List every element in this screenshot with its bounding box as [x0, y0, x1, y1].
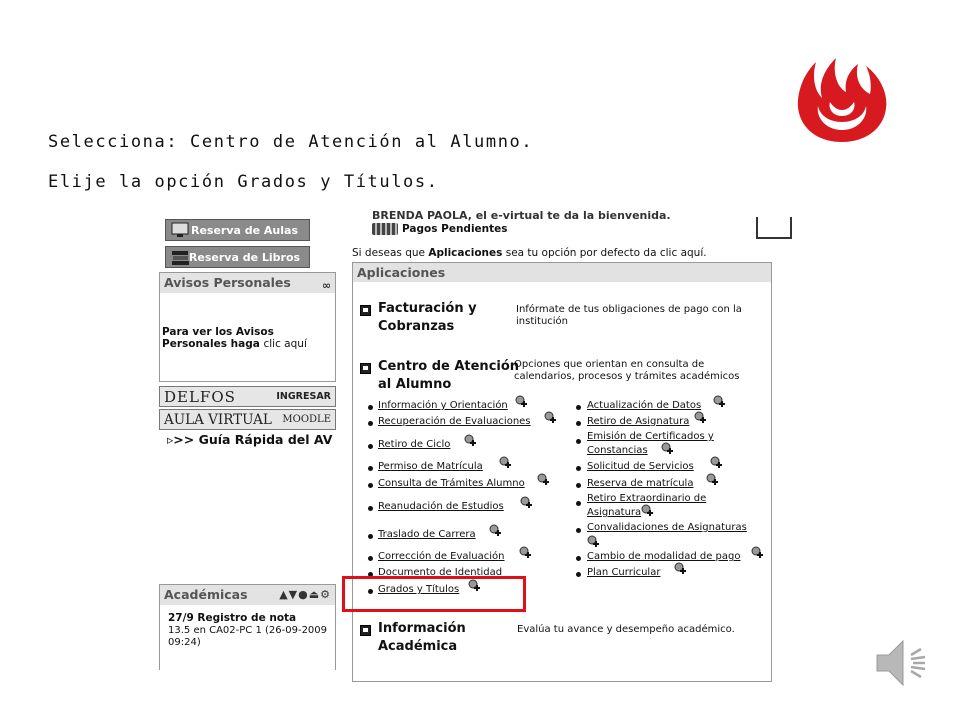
centro-icon — [360, 363, 371, 374]
bullet-icon — [576, 439, 581, 444]
item-correccion-evaluacion[interactable]: Corrección de Evaluación — [378, 551, 505, 562]
note-body: 13.5 en CA02-PC 1 (26-09-2009 09:24) — [168, 625, 328, 648]
item-documento-identidad[interactable]: Documento de Identidad — [378, 567, 503, 578]
bullet-icon — [368, 421, 373, 426]
bullet-icon — [368, 556, 373, 561]
bullet-icon — [368, 444, 373, 449]
item-retiro-ciclo[interactable]: Retiro de Ciclo — [378, 439, 451, 450]
add-plus-icon[interactable] — [544, 411, 557, 424]
add-plus-icon[interactable] — [713, 395, 726, 408]
panel-controls-icon[interactable]: ▲▼●⏏⚙ — [279, 588, 331, 601]
informacion-desc: Evalúa tu avance y desempeño académico. — [517, 624, 735, 635]
reserva-aulas-button[interactable]: Reserva de Aulas — [165, 219, 310, 241]
aula-virtual-banner[interactable]: AULA VIRTUAL MOODLE — [159, 409, 336, 430]
avisos-header: Avisos Personales ∞ — [160, 273, 335, 293]
bullet-icon — [368, 506, 373, 511]
facturacion-title[interactable]: Facturación y Cobranzas — [378, 301, 477, 334]
item-retiro-extraordinario[interactable]: Retiro Extraordinario de Asignatura — [587, 493, 707, 518]
aplicaciones-header: Aplicaciones — [353, 263, 771, 282]
bullet-icon — [576, 501, 581, 506]
add-plus-icon[interactable] — [499, 456, 512, 469]
item-reanudacion-estudios[interactable]: Reanudación de Estudios — [378, 501, 504, 512]
glasses-icon: ∞ — [321, 279, 331, 292]
item-traslado-carrera[interactable]: Traslado de Carrera — [378, 529, 476, 540]
add-plus-icon[interactable] — [710, 456, 723, 469]
add-plus-icon[interactable] — [706, 473, 719, 486]
aplicaciones-panel — [352, 262, 772, 682]
highlight-grados-titulos — [342, 576, 526, 612]
bullet-icon — [576, 556, 581, 561]
speaker-icon[interactable] — [873, 633, 937, 693]
informacion-icon — [360, 625, 371, 636]
bullet-icon — [368, 466, 373, 471]
centro-title[interactable]: Centro de Atención al Alumno — [378, 359, 520, 392]
item-plan-curricular[interactable]: Plan Curricular — [587, 567, 661, 578]
item-permiso-matricula[interactable]: Permiso de Matrícula — [378, 461, 483, 472]
avisos-message: Para ver los Avisos Personales haga clic aquí — [162, 326, 307, 350]
bullet-icon — [576, 405, 581, 410]
default-hint[interactable]: Si deseas que Aplicaciones sea tu opción por defecto da clic aquí. — [352, 247, 707, 259]
bullet-icon — [576, 528, 581, 533]
add-plus-icon[interactable] — [751, 546, 764, 559]
bullet-icon — [368, 534, 373, 539]
add-plus-icon[interactable] — [674, 562, 687, 575]
add-plus-icon[interactable] — [661, 442, 674, 455]
bullet-icon — [576, 483, 581, 488]
coins-icon — [372, 223, 398, 235]
add-plus-icon[interactable] — [537, 473, 550, 486]
item-reserva-matricula[interactable]: Reserva de matrícula — [587, 478, 694, 489]
add-plus-icon[interactable] — [489, 524, 502, 537]
facturacion-icon — [360, 305, 371, 316]
double-arrow-icon: ▹>> — [167, 432, 199, 447]
welcome-partial: BRENDA PAOLA, el e-virtual te da la bienvenida. — [372, 209, 671, 222]
centro-desc: Opciones que orientan en consulta de calendarios, procesos y trámites académicos — [514, 359, 740, 382]
delfos-banner[interactable]: DELFOS INGRESAR — [159, 386, 336, 407]
item-consulta-tramites[interactable]: Consulta de Trámites Alumno — [378, 478, 525, 489]
add-plus-icon[interactable] — [520, 496, 533, 509]
bullet-icon — [576, 466, 581, 471]
top-right-widget — [756, 217, 792, 239]
item-cambio-modalidad-pago[interactable]: Cambio de modalidad de pago — [587, 551, 741, 562]
avisos-personales-panel — [159, 272, 336, 382]
item-recuperacion-evaluaciones[interactable]: Recuperación de Evaluaciones — [378, 416, 531, 427]
informacion-title[interactable]: Información Académica — [378, 621, 466, 654]
books-icon — [170, 249, 192, 266]
university-logo — [792, 50, 892, 150]
item-convalidaciones[interactable]: Convalidaciones de Asignaturas — [587, 522, 747, 533]
bullet-icon — [368, 483, 373, 488]
add-plus-icon[interactable] — [694, 411, 707, 424]
instruction-choose-grados: Elije la opción Grados y Títulos. — [48, 172, 439, 192]
avisos-click-link[interactable]: clic aquí — [263, 338, 307, 350]
pending-payments-link[interactable]: Pagos Pendientes — [372, 223, 508, 235]
item-retiro-asignatura[interactable]: Retiro de Asignatura — [587, 416, 690, 427]
add-plus-icon[interactable] — [464, 434, 477, 447]
bullet-icon — [576, 572, 581, 577]
facturacion-desc: Infórmate de tus obligaciones de pago con la institución — [516, 304, 742, 327]
guia-rapida-link[interactable]: ▹>> Guía Rápida del AV — [167, 432, 333, 447]
item-actualizacion-datos[interactable]: Actualización de Datos — [587, 400, 702, 411]
add-plus-icon[interactable] — [515, 395, 528, 408]
academicas-panel — [159, 584, 336, 670]
reserva-libros-button[interactable]: Reserva de Libros — [165, 246, 310, 268]
item-solicitud-servicios[interactable]: Solicitud de Servicios — [587, 461, 694, 472]
item-emision-certificados[interactable]: Emisión de Certificados y Constancias — [587, 431, 714, 456]
add-plus-icon[interactable] — [519, 546, 532, 559]
bullet-icon — [576, 421, 581, 426]
bullet-icon — [368, 405, 373, 410]
academicas-header: Académicas ▲▼●⏏⚙ — [160, 585, 335, 605]
item-informacion-orientacion[interactable]: Información y Orientación — [378, 400, 508, 411]
monitor-icon — [170, 222, 192, 239]
item-grados-titulos[interactable]: Grados y Títulos — [378, 584, 460, 595]
add-plus-icon[interactable] — [587, 535, 600, 548]
instruction-select-centro: Selecciona: Centro de Atención al Alumno. — [48, 132, 534, 152]
note-title: 27/9 Registro de nota — [168, 612, 297, 624]
add-plus-icon[interactable] — [641, 504, 654, 517]
